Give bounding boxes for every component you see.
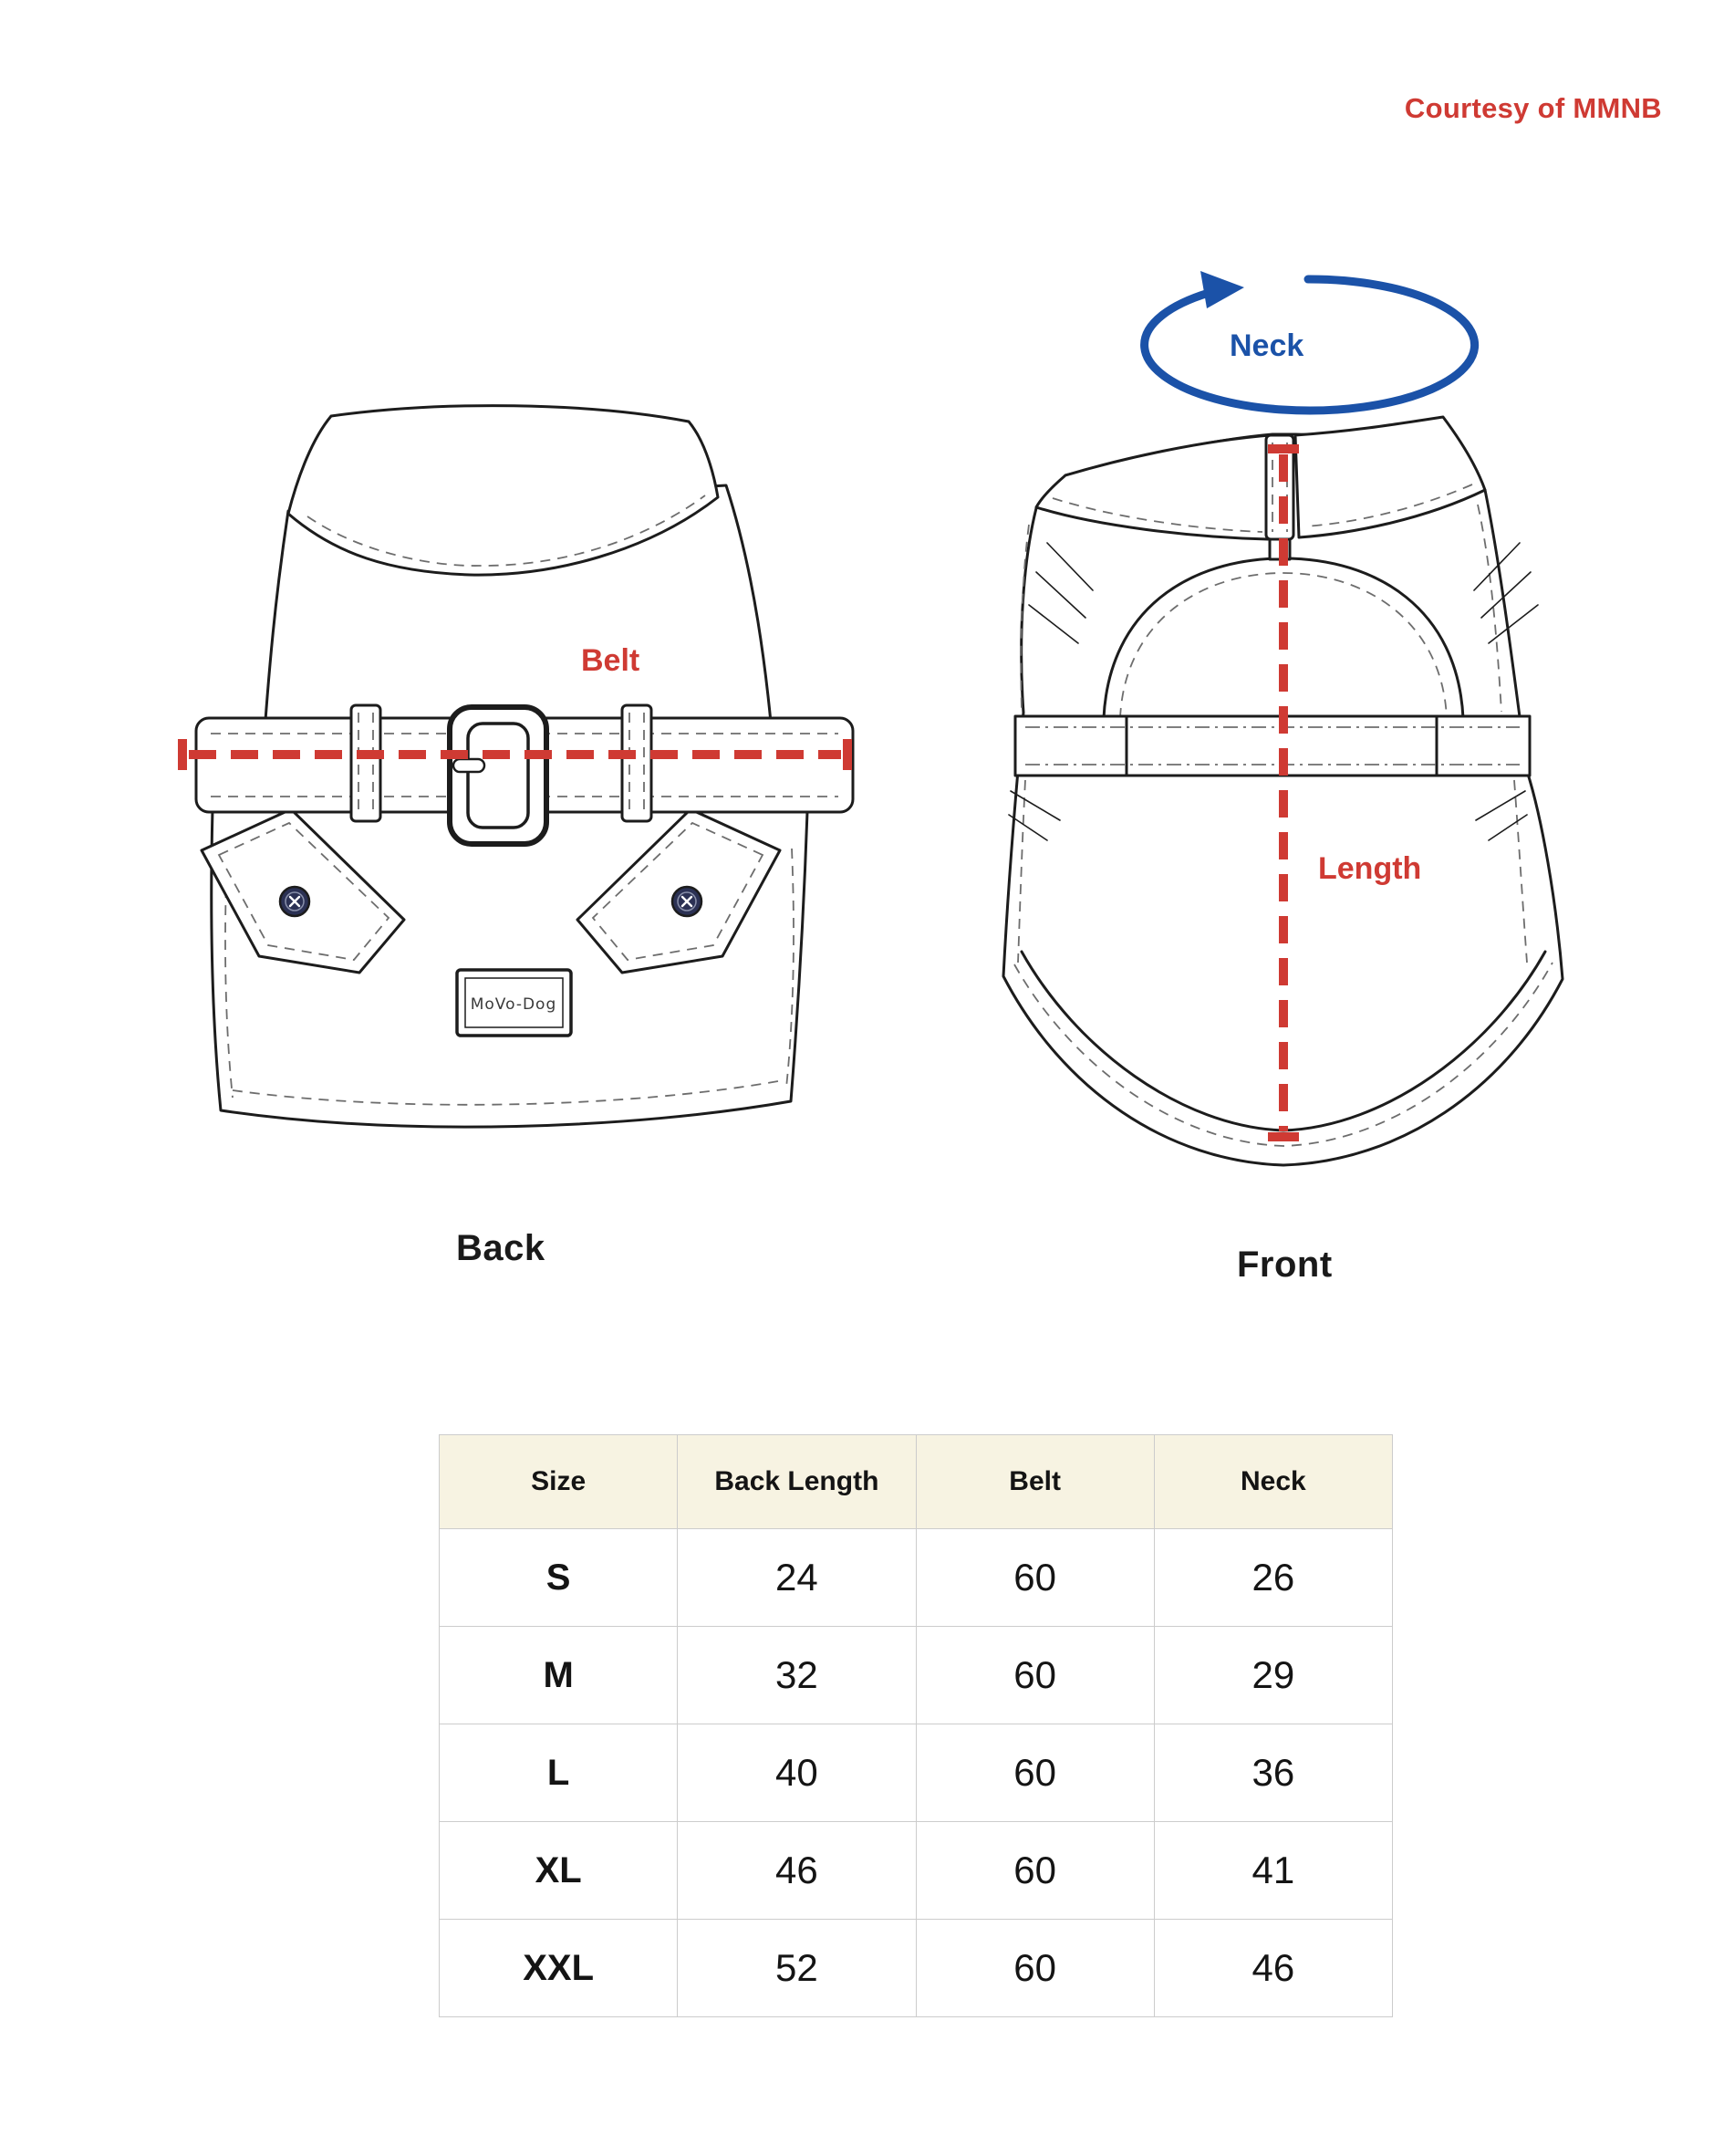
belt-cell: 60 [916, 1822, 1154, 1920]
neck-cell: 26 [1154, 1529, 1392, 1627]
belt-measure-label: Belt [581, 643, 640, 678]
column-header-back-length: Back Length [678, 1435, 916, 1529]
neck-circle-arrow-icon [1145, 271, 1475, 411]
belt-buckle [450, 707, 546, 844]
button-icon [280, 887, 309, 916]
size-cell: XXL [440, 1920, 678, 2017]
belt-cell: 60 [916, 1627, 1154, 1724]
neck-cell: 36 [1154, 1724, 1392, 1822]
back-caption: Back [456, 1228, 545, 1268]
belt-cell: 60 [916, 1529, 1154, 1627]
column-header-size: Size [440, 1435, 678, 1529]
belt-loop [622, 705, 651, 821]
courtesy-text: Courtesy of MMNB [1404, 92, 1662, 124]
table-row [440, 1822, 1393, 1920]
column-header-neck: Neck [1154, 1435, 1392, 1529]
back-length-cell: 52 [678, 1920, 916, 2017]
neck-cell: 41 [1154, 1822, 1392, 1920]
belt-cell: 60 [916, 1920, 1154, 2017]
size-cell: S [440, 1529, 678, 1627]
table-header-row [440, 1435, 1393, 1529]
neck-cell: 46 [1154, 1920, 1392, 2017]
neck-cell: 29 [1154, 1627, 1392, 1724]
back-length-cell: 40 [678, 1724, 916, 1822]
length-measure-label: Length [1318, 851, 1422, 886]
coat-front-belt [1015, 716, 1530, 776]
size-table [439, 1434, 1393, 2017]
front-view-drawing [976, 269, 1615, 1182]
size-cell: L [440, 1724, 678, 1822]
back-length-cell: 32 [678, 1627, 916, 1724]
back-view-drawing [132, 397, 898, 1145]
belt-cell: 60 [916, 1724, 1154, 1822]
back-length-cell: 46 [678, 1822, 916, 1920]
table-row [440, 1724, 1393, 1822]
table-row [440, 1920, 1393, 2017]
button-icon [672, 887, 701, 916]
belt-loop [351, 705, 380, 821]
neck-measure-label: Neck [1230, 328, 1304, 363]
brand-tag-text: MoVo-Dog [470, 995, 557, 1014]
table-row [440, 1529, 1393, 1627]
back-length-cell: 24 [678, 1529, 916, 1627]
column-header-belt: Belt [916, 1435, 1154, 1529]
brand-tag [457, 970, 571, 1036]
size-cell: M [440, 1627, 678, 1724]
front-caption: Front [1237, 1245, 1333, 1285]
table-row [440, 1627, 1393, 1724]
size-cell: XL [440, 1822, 678, 1920]
